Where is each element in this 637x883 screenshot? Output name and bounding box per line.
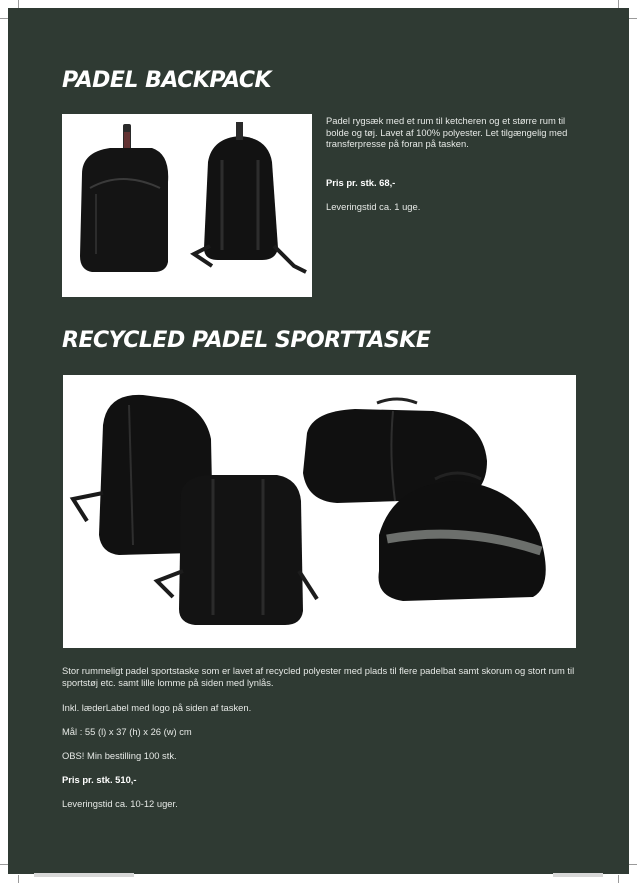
sporttaske-product-photo <box>63 375 576 648</box>
print-slug-left <box>34 873 134 877</box>
backpack-description: Padel rygsæk med et rum til ketcheren og et større rum til bolde og tøj. Lavet af 100% polyester. Let tilgængelig med transferpresse på foran på tasken. <box>326 115 568 149</box>
crop-mark <box>618 875 619 883</box>
backpack-product-photo <box>62 114 312 297</box>
sporttaske-description: Stor rummeligt padel sportstaske som er lavet af recycled polyester med plads til flere padelbat samt skorum og stort rum til sportstøj etc. samt lille lomme på siden med lynlås. <box>62 665 575 688</box>
sporttaske-delivery: Leveringstid ca. 10-12 uger. <box>62 798 178 809</box>
backpack-illustration <box>62 114 312 297</box>
sporttaske-price: Pris pr. stk. 510,- <box>62 774 137 785</box>
crop-mark <box>0 18 8 19</box>
backpack-delivery: Leveringstid ca. 1 uge. <box>326 201 421 212</box>
crop-mark <box>618 0 619 8</box>
crop-mark <box>0 864 8 865</box>
sporttaske-illustration <box>63 375 576 648</box>
sporttaske-min-order: OBS! Min bestilling 100 stk. <box>62 750 177 761</box>
crop-mark <box>18 875 19 883</box>
crop-mark <box>629 18 637 19</box>
section-title-recycled-padel-sporttaske: RECYCLED PADEL SPORTTASKE <box>62 328 431 353</box>
print-slug-right <box>553 873 603 877</box>
crop-mark <box>629 864 637 865</box>
sporttaske-logo-note: Inkl. læderLabel med logo på siden af tasken. <box>62 702 252 713</box>
section-title-padel-backpack: PADEL BACKPACK <box>62 68 272 93</box>
crop-mark <box>18 0 19 8</box>
backpack-price: Pris pr. stk. 68,- <box>326 177 396 188</box>
sporttaske-dimensions: Mål : 55 (l) x 37 (h) x 26 (w) cm <box>62 726 192 737</box>
catalog-page <box>8 8 629 874</box>
